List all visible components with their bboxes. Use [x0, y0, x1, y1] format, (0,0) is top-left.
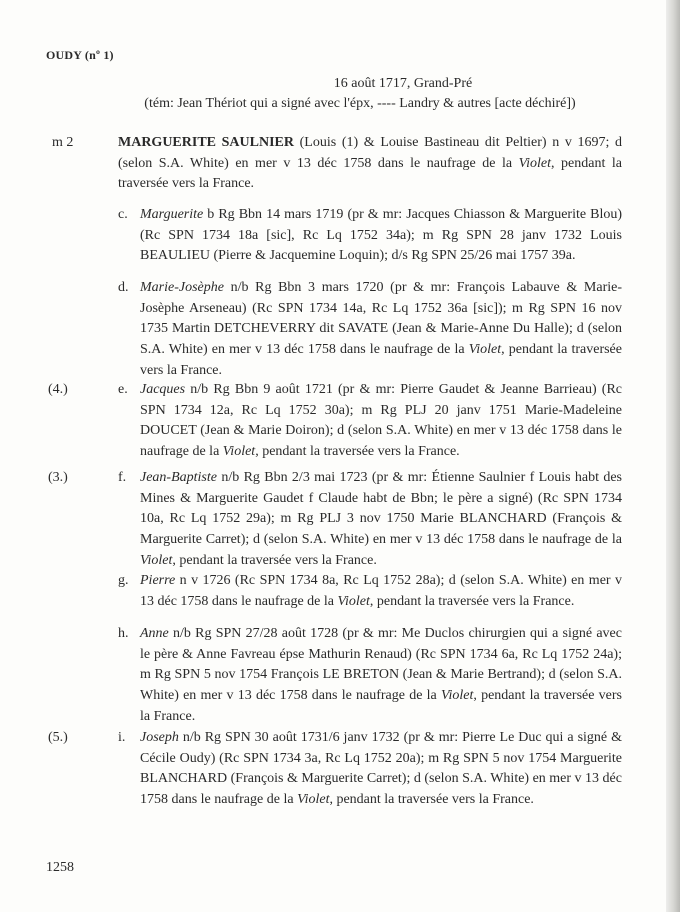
ship-name: Violet: [440, 688, 474, 704]
child-name: Jean-Baptiste: [140, 470, 217, 485]
page-edge-shadow: [666, 0, 680, 912]
child-letter: f.: [118, 470, 127, 485]
child-entry: Joseph n/b Rg SPN 30 août 1731/6 janv 1732 (pr & mr: Pierre Le Duc qui a signé & Cécile Oudy) (Rc SPN 1734 3a, Rc Lq 1752 20a); m Rg SPN 5 nov 1754 Marguerite BLANCHARD (François & Marguerite Carret); d (selon S.A. White) en mer v 13 déc 1758 dans le naufrage de la Violet, pendant la traversée vers la France.: [140, 730, 622, 808]
child-entry: Pierre n v 1726 (Rc SPN 1734 8a, Rc Lq 1752 28a); d (selon S.A. White) en mer v 13 déc 1758 dans le naufrage de la Violet, pendant la traversée vers la France.: [140, 573, 622, 609]
child-letter: g.: [118, 573, 129, 588]
child-entry: Jacques n/b Rg Bbn 9 août 1721 (pr & mr: Pierre Gaudet & Jeanne Barrieau) (Rc SPN 1734 12a, Rc Lq 1752 30a); m Rg PLJ 20 janv 1751 Marie-Madeleine DOUCET (Jean & Marie Doiron); d (selon S.A. White) en mer v 13 déc 1758 dans le naufrage de la Violet, pendant la traversée vers la France.: [140, 382, 622, 460]
spouse-name: MARGUERITE SAULNIER: [118, 135, 294, 150]
child-entry: Jean-Baptiste n/b Rg Bbn 2/3 mai 1723 (pr & mr: Étienne Saulnier f Louis habt des Mines & Marguerite Gaudet f Claude habt de Bbn; le père a signé) (Rc SPN 1734 10a, Rc Lq 1752 29a); m Rg PLJ 3 nov 1750 Marie BLANCHARD (François & Marguerite Carret); d (selon S.A. White) en mer v 13 déc 1758 dans le naufrage de la Violet, pendant la traversée vers la France.: [140, 470, 622, 568]
ship-name: Violet: [140, 552, 173, 568]
child-marker: (5.): [48, 730, 68, 745]
family-header: OUDY (nº 1): [46, 48, 114, 62]
ship-name: Violet: [518, 155, 552, 171]
child-marker: (3.): [48, 470, 68, 485]
ship-name: Violet: [297, 792, 330, 808]
child-letter: d.: [118, 280, 129, 295]
marriage-record: [100, 74, 620, 114]
child-entry: Marguerite b Rg Bbn 14 mars 1719 (pr & mr: Jacques Chiasson & Marguerite Blou) (Rc SPN 1734 18a [sic], Rc Lq 1752 34a); m Rg SPN 28 janv 1732 Louis BEAULIEU (Pierre & Jacquemine Loquin); d/s Rg SPN 25/26 mai 1757 39a.: [140, 207, 622, 264]
ship-name: Violet: [222, 444, 256, 460]
child-name: Marguerite: [140, 207, 204, 222]
child-name: Marie-Josèphe: [140, 280, 224, 295]
page-number: 1258: [46, 860, 74, 875]
child-letter: e.: [118, 382, 128, 397]
child-letter: c.: [118, 207, 128, 222]
marriage-witnesses: (tém: Jean Thériot qui a signé avec l'épx, ---- Landry & autres [acte déchiré]): [144, 96, 576, 111]
child-name: Joseph: [140, 730, 179, 745]
child-entry: Anne n/b Rg SPN 27/28 août 1728 (pr & mr: Me Duclos chirurgien qui a signé avec le père & Anne Favreau épse Mathurin Renaud) (Rc SPN 1734 6a, Rc Lq 1752 24a); m Rg SPN 5 nov 1754 François LE BRETON (Jean & Marie Bertrand); d (selon S.A. White) en mer v 13 déc 1758 dans le naufrage de la Violet, pendant la traversée vers la France.: [140, 626, 622, 724]
child-letter: i.: [118, 730, 126, 745]
child-name: Pierre: [140, 573, 176, 588]
spouse-entry: MARGUERITE SAULNIER (Louis (1) & Louise Bastineau dit Peltier) n v 1697; d (selon S.A. White) en mer v 13 déc 1758 dans le naufrage de la Violet, pendant la traversée vers la France.: [118, 135, 622, 192]
child-name: Jacques: [140, 382, 186, 397]
ship-name: Violet: [468, 342, 502, 358]
child-entry: Marie-Josèphe n/b Rg Bbn 3 mars 1720 (pr & mr: François Labauve & Marie-Josèphe Arseneau) (Rc SPN 1734 14a, Rc Lq 1752 36a [sic]); m Rg SPN 16 nov 1735 Martin DETCHEVERRY dit SAVATE (Jean & Marie-Anne Du Halle); d (selon S.A. White) en mer v 13 déc 1758 dans le naufrage de la Violet, pendant la traversée vers la France.: [140, 280, 622, 378]
spouse-marker: m 2: [52, 135, 74, 150]
child-letter: h.: [118, 626, 129, 641]
ship-name: Violet: [337, 593, 370, 609]
child-marker: (4.): [48, 382, 68, 397]
marriage-date-place: 16 août 1717, Grand-Pré: [333, 76, 473, 91]
child-name: Anne: [140, 626, 169, 641]
